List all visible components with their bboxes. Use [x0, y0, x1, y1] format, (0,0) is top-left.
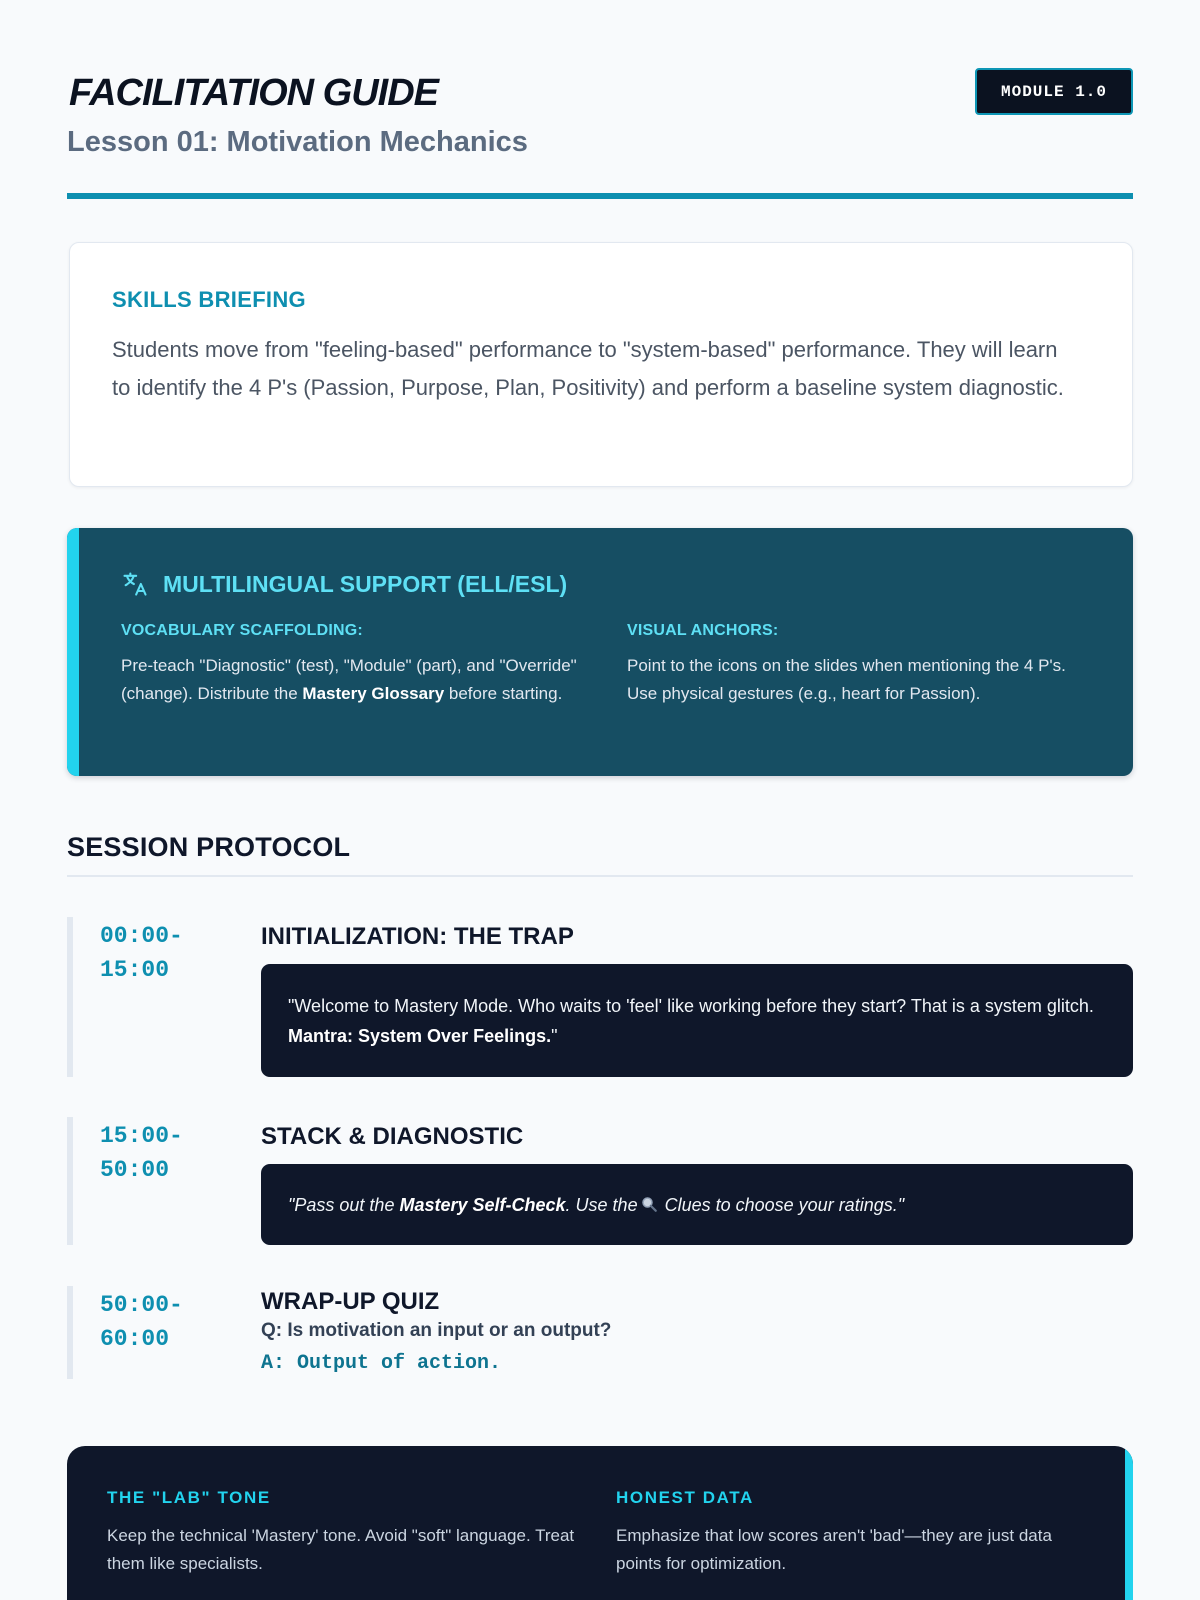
honest-data-column: [616, 1488, 1086, 1578]
visual-anchors-text: Point to the icons on the slides when mentioning the 4 P's. Use physical gestures (e.g., heart for Passion).: [627, 656, 1066, 703]
honest-data-label: HONEST DATA: [616, 1488, 754, 1507]
translate-icon: [121, 570, 149, 598]
quiz-answer: A: Output of action.: [261, 1352, 502, 1375]
step-script-quote: "Welcome to Mastery Mode. Who waits to 'feel' like working before they start? That is a system glitch. Mantra: System Over Feelings.": [261, 964, 1133, 1077]
skills-briefing-text: Students move from "feeling-based" performance to "system-based" performance. They will learn to identify the 4 P's (Passion, Purpose, Plan, Positivity) and perform a baseline system diagnostic.: [112, 337, 1064, 400]
module-badge: MODULE 1.0: [975, 68, 1133, 115]
quiz-question: Q: Is motivation an input or an output?: [261, 1320, 612, 1341]
mantra-text: Mantra: System Over Feelings.: [288, 1025, 552, 1046]
vocabulary-scaffolding-column: [121, 622, 591, 708]
facilitator-notes-card: [67, 1446, 1133, 1600]
step-timeline-bar: [67, 1286, 73, 1379]
session-protocol-divider: [67, 875, 1133, 877]
skills-briefing-heading: SKILLS BRIEFING: [112, 287, 306, 312]
page-header: [67, 0, 1133, 200]
step-time-range: 00:00- 15:00: [100, 923, 183, 983]
multilingual-support-panel: [67, 528, 1133, 776]
mastery-self-check-term: Mastery Self-Check: [399, 1194, 566, 1215]
step-title: WRAP-UP QUIZ: [261, 1288, 440, 1315]
step-timeline-bar: [67, 917, 73, 1077]
footer-accent-bar: [1125, 1446, 1133, 1600]
panel-accent-bar: [67, 528, 79, 776]
session-protocol-heading: SESSION PROTOCOL: [67, 832, 351, 862]
vocabulary-scaffolding-text: Pre-teach "Diagnostic" (test), "Module" (part), and "Override" (change). Distribute the Mastery Glossary before starting.: [121, 656, 577, 703]
magnifying-glass-icon: [640, 1195, 658, 1213]
step-time-range: 15:00- 50:00: [100, 1123, 183, 1183]
protocol-step-wrap-up-quiz: [67, 1286, 1133, 1379]
protocol-step-initialization: [67, 917, 1133, 1077]
step-script-quote: "Pass out the Mastery Self-Check. Use the Clues to choose your ratings.": [261, 1164, 1133, 1245]
multilingual-heading-row: [121, 570, 567, 598]
step-time-range: 50:00- 60:00: [100, 1292, 183, 1352]
lab-tone-column: [107, 1488, 577, 1578]
skills-briefing-card: [69, 242, 1133, 487]
header-divider: [67, 193, 1133, 199]
mastery-glossary-term: Mastery Glossary: [302, 684, 445, 703]
step-title: INITIALIZATION: THE TRAP: [261, 923, 574, 950]
step-timeline-bar: [67, 1117, 73, 1245]
facilitation-guide-page: [67, 0, 1133, 1573]
page-title: FACILITATION GUIDE: [69, 72, 439, 114]
visual-anchors-column: [627, 622, 1097, 708]
vocabulary-scaffolding-label: VOCABULARY SCAFFOLDING:: [121, 622, 363, 639]
honest-data-text: Emphasize that low scores aren't 'bad'—they are just data points for optimization.: [616, 1526, 1052, 1573]
protocol-step-stack-diagnostic: [67, 1117, 1133, 1245]
lab-tone-label: THE "LAB" TONE: [107, 1488, 271, 1507]
multilingual-heading: MULTILINGUAL SUPPORT (ELL/ESL): [163, 570, 568, 597]
step-title: STACK & DIAGNOSTIC: [261, 1123, 524, 1150]
lab-tone-text: Keep the technical 'Mastery' tone. Avoid "soft" language. Treat them like specialists.: [107, 1526, 575, 1573]
visual-anchors-label: VISUAL ANCHORS:: [627, 622, 779, 639]
page-subtitle: Lesson 01: Motivation Mechanics: [67, 126, 528, 158]
